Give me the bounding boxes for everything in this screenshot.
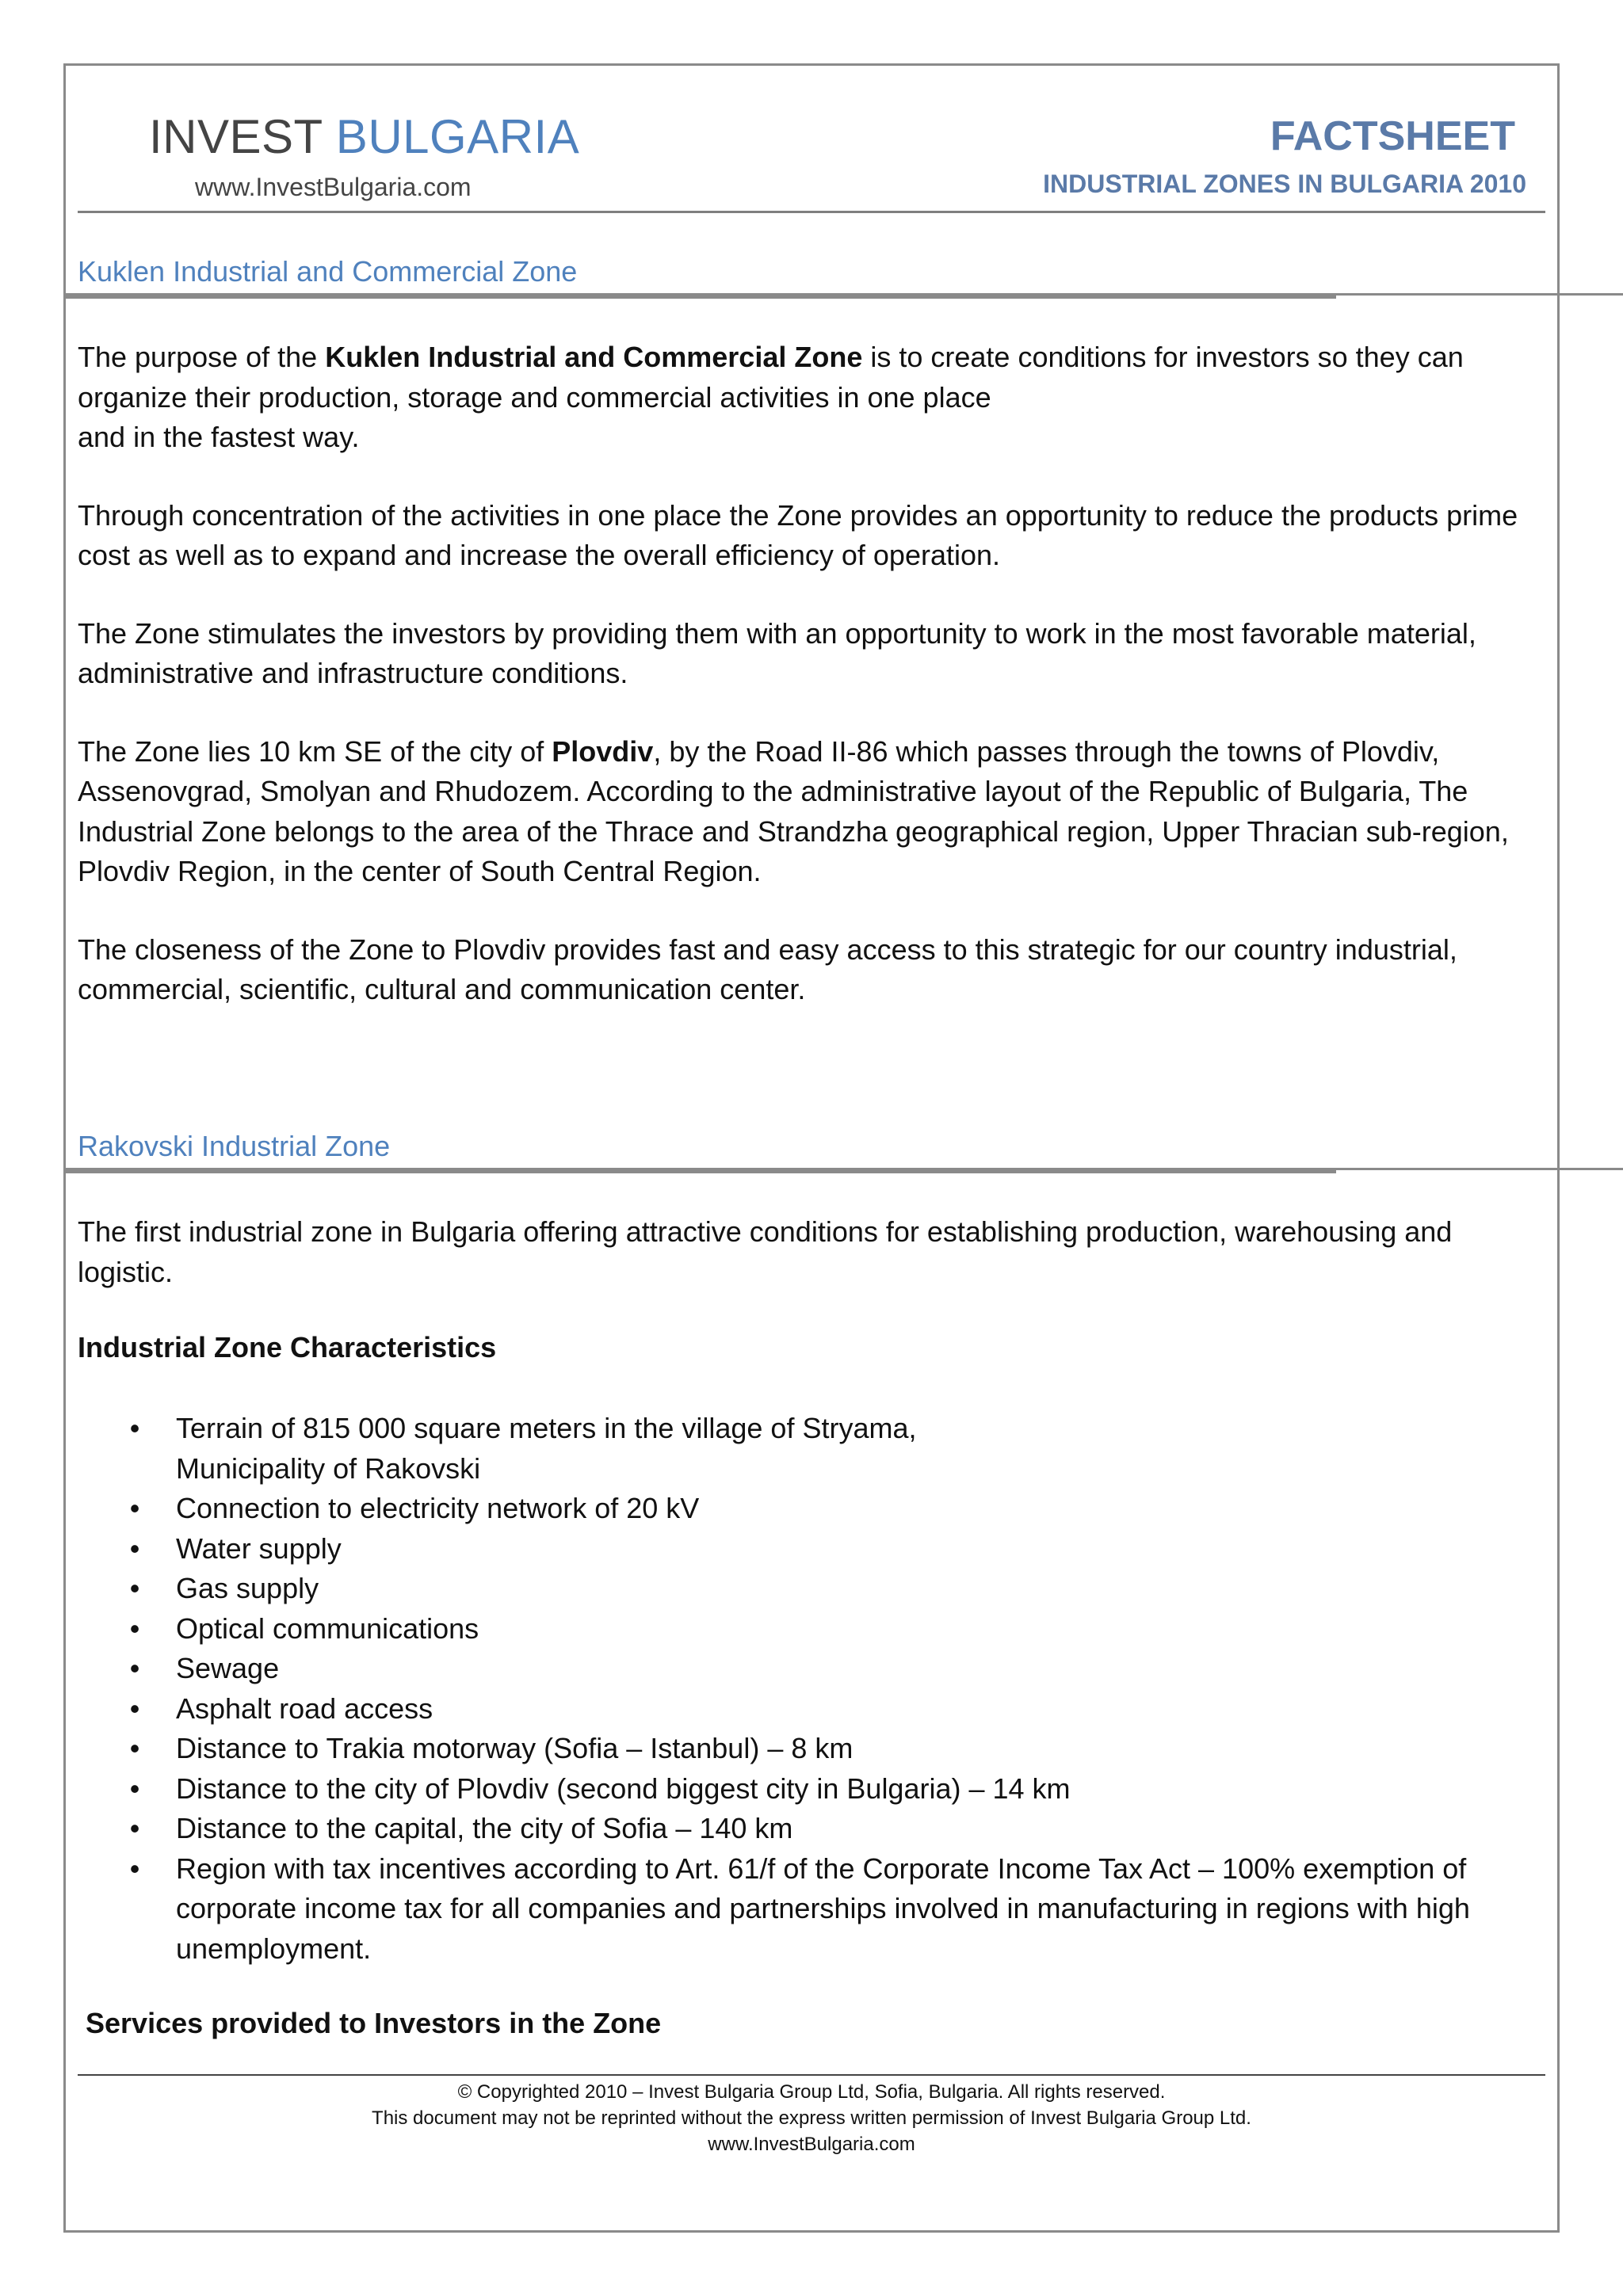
section-heading-rakovski: Rakovski Industrial Zone: [78, 1130, 391, 1162]
list-item-text: Region with tax incentives according to Art. 61/f of the Corporate Income Tax Act – 100% exemption of corporate income tax for all companies and partnerships involved in manufacturing in regions with high unemployment.: [176, 1852, 1470, 1965]
footer-url: www.InvestBulgaria.com: [708, 2134, 915, 2155]
brand-word-bulgaria: BULGARIA: [335, 110, 580, 163]
kuklen-body: [78, 338, 1552, 1048]
header-divider: [78, 211, 1545, 213]
kuklen-p4-bold: Plovdiv: [552, 734, 654, 768]
factsheet-title: FACTSHEET: [1270, 113, 1515, 159]
footer-divider: [78, 2074, 1545, 2076]
brand-word-invest: INVEST: [149, 110, 323, 163]
kuklen-p4-post: , by the Road II-86 which passes through the towns of Plovdiv, Assenovgrad, Smolyan and Rhudozem. According to the administrative layout of the Republic of Bulgaria, The Industrial Zone belongs to the area of the Thrace and Strandzha geographical region, Upper Thracian sub-region, Plovdiv Region, in the center of South Central Region.: [78, 734, 1509, 887]
brand-url: www.InvestBulgaria.com: [195, 173, 472, 201]
list-item: [78, 1609, 1552, 1650]
list-item-text: Water supply: [176, 1531, 342, 1565]
kuklen-p1-pre: The purpose of the: [78, 341, 326, 373]
bullet-icon: •: [129, 1572, 140, 1604]
list-item-text: Optical communications: [176, 1611, 479, 1645]
list-item-text: Connection to electricity network of 20 kV: [176, 1492, 700, 1524]
bullet-icon: •: [129, 1611, 140, 1645]
section-rule-rakovski: [63, 1168, 1336, 1173]
bullet-icon: •: [129, 1852, 140, 1885]
kuklen-p1-line3: and in the fastest way.: [78, 421, 360, 453]
list-item: [78, 1689, 1552, 1730]
bullet-icon: •: [129, 1531, 140, 1565]
list-item: [78, 1809, 1552, 1849]
bullet-icon: •: [129, 1412, 140, 1444]
section-rule-kuklen-extension: [1336, 293, 1623, 296]
rakovski-intro: [78, 1212, 1552, 1330]
list-item: [78, 1489, 1552, 1529]
bullet-icon: •: [129, 1732, 140, 1764]
list-item-text: Distance to the city of Plovdiv (second biggest city in Bulgaria) – 14 km: [176, 1772, 1071, 1805]
bullet-icon: •: [129, 1772, 140, 1805]
section-rule-kuklen: [63, 293, 1336, 299]
kuklen-p1-bold: Kuklen Industrial and Commercial Zone: [325, 341, 863, 373]
bullet-icon: •: [129, 1691, 140, 1725]
footer-copyright: © Copyrighted 2010 – Invest Bulgaria Group Ltd, Sofia, Bulgaria. All rights reserved.: [457, 2081, 1166, 2103]
footer-reprint-notice: This document may not be reprinted without the express written permission of Invest Bulgaria Group Ltd.: [372, 2107, 1251, 2129]
kuklen-paragraph-concentration: Through concentration of the activities in one place the Zone provides an opportunity to reduce the products prime cost as well as to expand and increase the overall efficiency of operation.: [78, 498, 1518, 571]
list-item-text: Distance to Trakia motorway (Sofia – Istanbul) – 8 km: [176, 1732, 854, 1764]
brand-logo-title: [149, 109, 579, 164]
list-item: [78, 1409, 1552, 1489]
list-item-text: Distance to the capital, the city of Sofia – 140 km: [176, 1812, 793, 1844]
list-item: [78, 1649, 1552, 1689]
list-item-text: Asphalt road access: [176, 1691, 433, 1725]
rakovski-intro-paragraph: The first industrial zone in Bulgaria offering attractive conditions for establishing production, warehousing and logistic.: [78, 1215, 1453, 1288]
list-item: [78, 1529, 1552, 1569]
list-item: [78, 1569, 1552, 1609]
factsheet-subtitle: INDUSTRIAL ZONES IN BULGARIA 2010: [1043, 170, 1526, 198]
bullet1-line2: Municipality of Rakovski: [176, 1451, 481, 1485]
bullet-icon: •: [129, 1652, 140, 1684]
list-item: [78, 1849, 1552, 1970]
list-item: [78, 1769, 1552, 1810]
kuklen-paragraph-purpose: [78, 338, 1552, 458]
kuklen-p1-post: is to create conditions for investors so they can: [862, 341, 1464, 373]
section-rule-rakovski-extension: [1336, 1168, 1623, 1170]
kuklen-p1-line2: organize their production, storage and commercial activities in one place: [78, 380, 991, 414]
section-heading-kuklen: Kuklen Industrial and Commercial Zone: [78, 255, 578, 288]
services-heading: Services provided to Investors in the Zone: [86, 2007, 662, 2039]
characteristics-list: [78, 1409, 1552, 1969]
kuklen-paragraph-stimulation: The Zone stimulates the investors by providing them with an opportunity to work in the most favorable material, administrative and infrastructure conditions.: [78, 616, 1476, 689]
list-item-text: Gas supply: [176, 1572, 319, 1604]
characteristics-heading: Industrial Zone Characteristics: [78, 1331, 497, 1363]
bullet-icon: •: [129, 1812, 140, 1844]
list-item-text: Sewage: [176, 1652, 280, 1684]
kuklen-paragraph-closeness: The closeness of the Zone to Plovdiv provides fast and easy access to this strategic for our country industrial, commercial, scientific, cultural and communication center.: [78, 933, 1457, 1005]
bullet-icon: •: [129, 1492, 140, 1524]
list-item: [78, 1729, 1552, 1769]
kuklen-p4-pre: The Zone lies 10 km SE of the city of: [78, 734, 552, 768]
kuklen-paragraph-location: [78, 732, 1552, 892]
bullet1-line1: Terrain of 815 000 square meters in the village of Stryama,: [176, 1412, 917, 1444]
footer: [78, 2079, 1545, 2157]
